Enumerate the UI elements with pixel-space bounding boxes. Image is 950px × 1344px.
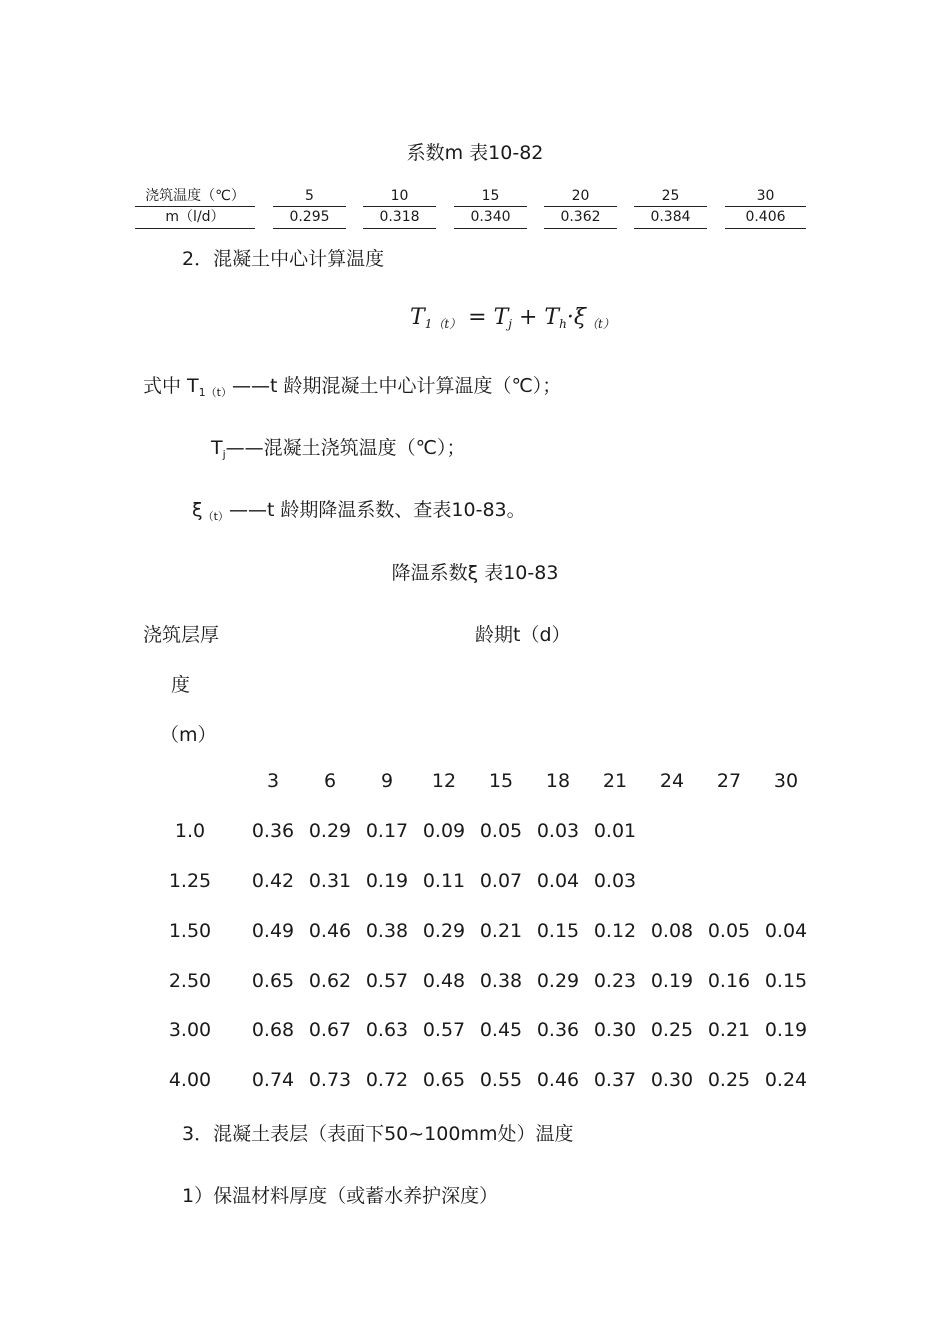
coefficient-cell: 0.63 — [365, 1019, 409, 1041]
thickness-cell: 3.00 — [168, 1019, 212, 1041]
thickness-cell: 1.0 — [174, 820, 206, 842]
coefficient-cell: 0.57 — [365, 970, 409, 992]
section-3-item-1: 1）保温材料厚度（或蓄水养护深度） — [182, 1185, 499, 1207]
table-82-m-value: 0.362 — [544, 207, 617, 229]
coefficient-cell: 0.29 — [536, 970, 580, 992]
coefficient-cell: 0.15 — [536, 920, 580, 942]
coefficient-cell: 0.46 — [308, 920, 352, 942]
coefficient-cell: 0.36 — [251, 820, 295, 842]
coefficient-cell: 0.36 — [536, 1019, 580, 1041]
age-column-header: 24 — [659, 770, 685, 792]
coefficient-cell: 0.68 — [251, 1019, 295, 1041]
coefficient-cell: 0.62 — [308, 970, 352, 992]
coefficient-cell: 0.12 — [593, 920, 637, 942]
thickness-cell: 2.50 — [168, 970, 212, 992]
coefficient-cell: 0.03 — [593, 870, 637, 892]
coefficient-cell: 0.19 — [764, 1019, 808, 1041]
table-82-temp: 20 — [544, 186, 617, 207]
formula-tj-sub: j — [508, 317, 512, 331]
age-column-header: 3 — [266, 770, 280, 792]
coefficient-cell: 0.29 — [422, 920, 466, 942]
definition-xi-text: ——t 龄期降温系数、查表10-83。 — [228, 499, 526, 521]
definition-t1 — [143, 371, 561, 400]
table-83-thickness-header-2: 度 — [171, 674, 191, 696]
definition-tj-sub: j — [222, 448, 226, 461]
coefficient-cell: 0.23 — [593, 970, 637, 992]
coefficient-cell: 0.07 — [479, 870, 523, 892]
age-column-header: 12 — [431, 770, 457, 792]
coefficient-cell: 0.48 — [422, 970, 466, 992]
coefficient-cell: 0.09 — [422, 820, 466, 842]
age-column-header: 27 — [716, 770, 742, 792]
table-82-temp: 30 — [725, 186, 806, 207]
table-83-thickness-unit: （m） — [160, 724, 217, 746]
definition-xi-prefix: ξ — [192, 499, 203, 521]
coefficient-cell: 0.24 — [764, 1069, 808, 1091]
definition-xi — [192, 495, 526, 524]
formula-xi: ξ — [573, 305, 586, 330]
formula-th: T — [544, 305, 560, 330]
formula-plus: + — [512, 305, 545, 330]
coefficient-cell: 0.30 — [593, 1019, 637, 1041]
table-82-m-value: 0.384 — [634, 207, 707, 229]
coefficient-cell: 0.38 — [365, 920, 409, 942]
formula-tj: T — [493, 305, 509, 330]
table-82-temp: 25 — [634, 186, 707, 207]
center-temperature-formula — [410, 305, 615, 332]
formula-xi-sub: （t） — [585, 317, 615, 331]
coefficient-cell: 0.57 — [422, 1019, 466, 1041]
coefficient-cell: 0.74 — [251, 1069, 295, 1091]
table-82-temp: 15 — [454, 186, 527, 207]
coefficient-cell: 0.55 — [479, 1069, 523, 1091]
formula-t1: T — [410, 305, 425, 330]
coefficient-cell: 0.16 — [707, 970, 751, 992]
coefficient-cell: 0.19 — [365, 870, 409, 892]
coefficient-cell: 0.67 — [308, 1019, 352, 1041]
coefficient-cell: 0.04 — [764, 920, 808, 942]
coefficient-cell: 0.25 — [707, 1069, 751, 1091]
table-82-m-label: m（l/d） — [135, 207, 255, 229]
coefficient-cell: 0.49 — [251, 920, 295, 942]
formula-dot: · — [566, 305, 574, 330]
coefficient-cell: 0.46 — [536, 1069, 580, 1091]
table-82-m-value: 0.340 — [454, 207, 527, 229]
table-82-title: 系数m 表10-82 — [406, 142, 544, 164]
coefficient-cell: 0.15 — [764, 970, 808, 992]
formula-equals: = — [461, 305, 494, 330]
section-3-heading: 3．混凝土表层（表面下50~100mm处）温度 — [182, 1123, 574, 1145]
definition-t1-sub: 1（t） — [198, 386, 232, 399]
age-column-header: 15 — [488, 770, 514, 792]
formula-t1-sub: 1（t） — [424, 317, 462, 331]
coefficient-cell: 0.73 — [308, 1069, 352, 1091]
coefficient-cell: 0.65 — [422, 1069, 466, 1091]
age-column-header: 21 — [602, 770, 628, 792]
table-82-m-value: 0.406 — [725, 207, 806, 229]
coefficient-cell: 0.08 — [650, 920, 694, 942]
coefficient-cell: 0.04 — [536, 870, 580, 892]
age-column-header: 30 — [773, 770, 799, 792]
definition-t1-text: ——t 龄期混凝土中心计算温度（℃）； — [231, 375, 562, 397]
coefficient-cell: 0.72 — [365, 1069, 409, 1091]
coefficient-cell: 0.45 — [479, 1019, 523, 1041]
coefficient-cell: 0.03 — [536, 820, 580, 842]
definition-tj — [211, 433, 466, 461]
coefficient-cell: 0.25 — [650, 1019, 694, 1041]
coefficient-cell: 0.65 — [251, 970, 295, 992]
coefficient-cell: 0.31 — [308, 870, 352, 892]
definition-t1-prefix: 式中 T — [143, 375, 199, 397]
coefficient-cell: 0.21 — [707, 1019, 751, 1041]
table-82-header-label: 浇筑温度（℃） — [135, 186, 255, 207]
definition-xi-sub: （t） — [202, 510, 229, 523]
coefficient-cell: 0.37 — [593, 1069, 637, 1091]
coefficient-cell: 0.17 — [365, 820, 409, 842]
table-82-m-value: 0.295 — [273, 207, 346, 229]
definition-tj-text: ——混凝土浇筑温度（℃）； — [225, 437, 466, 459]
coefficient-cell: 0.01 — [593, 820, 637, 842]
thickness-cell: 4.00 — [168, 1069, 212, 1091]
coefficient-cell: 0.30 — [650, 1069, 694, 1091]
table-82-m-value: 0.318 — [363, 207, 436, 229]
age-column-header: 18 — [545, 770, 571, 792]
coefficient-cell: 0.05 — [479, 820, 523, 842]
formula-th-sub: h — [559, 317, 567, 331]
thickness-cell: 1.50 — [168, 920, 212, 942]
age-column-header: 6 — [323, 770, 337, 792]
age-column-header: 9 — [380, 770, 394, 792]
thickness-cell: 1.25 — [168, 870, 212, 892]
coefficient-cell: 0.42 — [251, 870, 295, 892]
coefficient-cell: 0.19 — [650, 970, 694, 992]
table-82-temp: 10 — [363, 186, 436, 207]
table-82-temp: 5 — [273, 186, 346, 207]
section-2-heading: 2．混凝土中心计算温度 — [182, 248, 385, 270]
coefficient-cell: 0.21 — [479, 920, 523, 942]
coefficient-cell: 0.38 — [479, 970, 523, 992]
definition-tj-prefix: T — [211, 437, 223, 459]
coefficient-cell: 0.05 — [707, 920, 751, 942]
table-83-thickness-header: 浇筑层厚 — [143, 624, 220, 646]
table-83-title: 降温系数ξ 表10-83 — [391, 562, 559, 584]
coefficient-cell: 0.29 — [308, 820, 352, 842]
table-83-age-header: 龄期t（d） — [475, 624, 571, 646]
coefficient-cell: 0.11 — [422, 870, 466, 892]
